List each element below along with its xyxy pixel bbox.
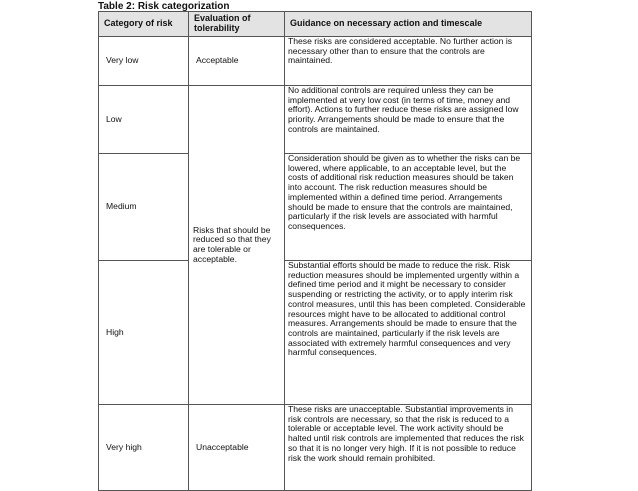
guidance-cell: Consideration should be given as to whether the risks can be lowered, where applicable, to an acceptable level, but the costs of additional risk reduction measures should be taken into account. The risk reduction measures should be implemented within a defined time period. Arrangements should be made to ensure that the controls are maintained, particularly if the risk levels are associated with harmful consequences. (285, 154, 532, 261)
header-category: Category of risk (99, 12, 189, 37)
tolerability-merged-cell: Risks that should be reduced so that they are tolerable or acceptable. (189, 86, 285, 405)
category-cell: Very high (99, 405, 189, 491)
guidance-cell: These risks are unacceptable. Substantial improvements in risk controls are necessary, so that the risk is reduced to a tolerable or acceptable level. The work activity should be halted until risk controls are implemented that reduces the risk so that it is no longer very high. If it is not possible to reduce risk the work should remain prohibited. (285, 405, 532, 491)
category-cell: High (99, 261, 189, 405)
risk-categorization-table (98, 11, 532, 491)
table-header-row (99, 12, 532, 37)
category-cell: Medium (99, 154, 189, 261)
tolerability-cell: Unacceptable (189, 405, 285, 491)
table-row (99, 261, 532, 405)
category-cell: Low (99, 86, 189, 154)
table-row (99, 37, 532, 86)
tolerability-cell: Acceptable (189, 37, 285, 86)
table-row (99, 154, 532, 261)
header-guidance: Guidance on necessary action and timescale (285, 12, 532, 37)
header-tolerability: Evaluation of tolerability (189, 12, 285, 37)
guidance-cell: These risks are considered acceptable. No further action is necessary other than to ensure that the controls are maintained. (285, 37, 532, 86)
guidance-cell: No additional controls are required unless they can be implemented at very low cost (in terms of time, money and effort). Actions to further reduce these risks are assigned low priority. Arrangements should be made to ensure that the controls are maintained. (285, 86, 532, 154)
category-cell: Very low (99, 37, 189, 86)
table-row (99, 86, 532, 154)
guidance-cell: Substantial efforts should be made to reduce the risk. Risk reduction measures should be implemented urgently within a defined time period and it might be necessary to consider suspending or restricting the activity, or to apply interim risk control measures, until this has been completed. Considerable resources might have to be allocated to additional control measures. Arrangements should be made to ensure that the controls are maintained, particularly if the risk levels are associated with extremely harmful consequences and very harmful consequences. (285, 261, 532, 405)
table-caption: Table 2: Risk categorization (98, 1, 230, 12)
